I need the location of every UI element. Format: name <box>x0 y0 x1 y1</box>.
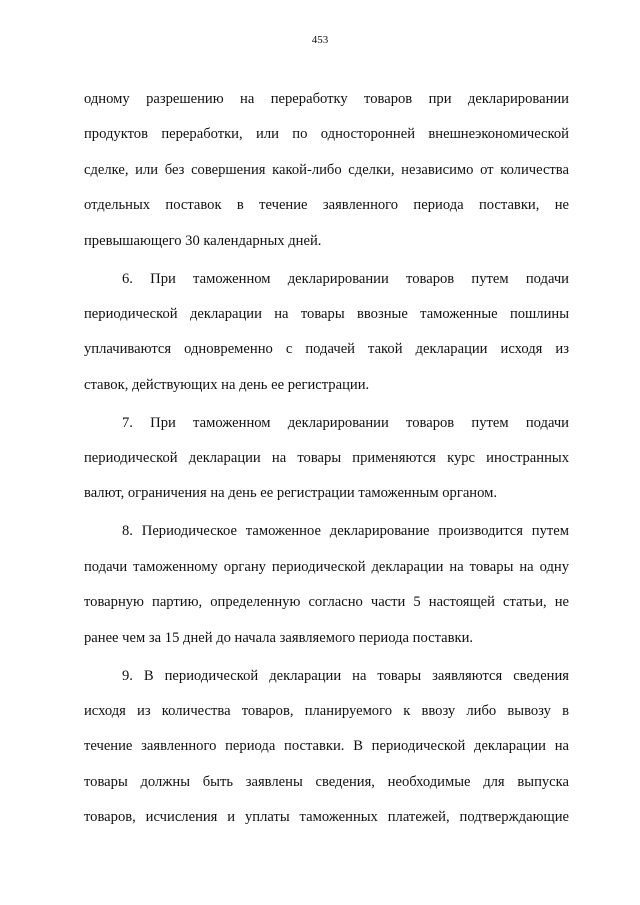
text-line: продуктов переработки, или по односторонней внешнеэкономической <box>84 126 569 143</box>
text-line: валют, ограничения на день ее регистрации таможенным органом. <box>84 485 498 502</box>
text-line: периодической декларации на товары ввозные таможенные пошлины <box>84 305 569 322</box>
document-body <box>84 82 569 836</box>
text-line: товаров, исчисления и уплаты таможенных платежей, подтверждающие <box>84 809 569 826</box>
text-line: ставок, действующих на день ее регистрации. <box>84 376 370 393</box>
text-line: превышающего 30 календарных дней. <box>84 232 322 249</box>
text-line: уплачиваются одновременно с подачей такой декларации исходя из <box>84 341 569 358</box>
text-line: подачи таможенному органу периодической декларации на товары на одну <box>84 558 569 575</box>
text-line: товарную партию, определенную согласно части 5 настоящей статьи, не <box>84 594 569 611</box>
text-line: ранее чем за 15 дней до начала заявляемого периода поставки. <box>84 629 474 646</box>
paragraph-6 <box>84 262 569 404</box>
text-line: 8. Периодическое таможенное декларирование производится путем <box>122 523 569 540</box>
text-line: отдельных поставок в течение заявленного периода поставки, не <box>84 197 569 214</box>
text-line: 9. В периодической декларации на товары заявляются сведения <box>122 667 569 684</box>
paragraph-8 <box>84 514 569 656</box>
paragraph-7 <box>84 406 569 512</box>
text-line: периодической декларации на товары применяются курс иностранных <box>84 450 569 467</box>
text-line: 7. При таможенном декларировании товаров путем подачи <box>122 414 569 431</box>
paragraph-9 <box>84 659 569 836</box>
text-line: 6. При таможенном декларировании товаров путем подачи <box>122 270 569 287</box>
text-line: товары должны быть заявлены сведения, необходимые для выпуска <box>84 773 569 790</box>
paragraph-continuation <box>84 82 569 259</box>
text-line: течение заявленного периода поставки. В периодической декларации на <box>84 738 569 755</box>
page-number: 453 <box>311 34 329 46</box>
text-line: исходя из количества товаров, планируемого к ввозу либо вывозу в <box>84 703 569 720</box>
text-line: одному разрешению на переработку товаров при декларировании <box>84 91 569 107</box>
text-line: сделке, или без совершения какой-либо сделки, независимо от количества <box>84 161 569 178</box>
